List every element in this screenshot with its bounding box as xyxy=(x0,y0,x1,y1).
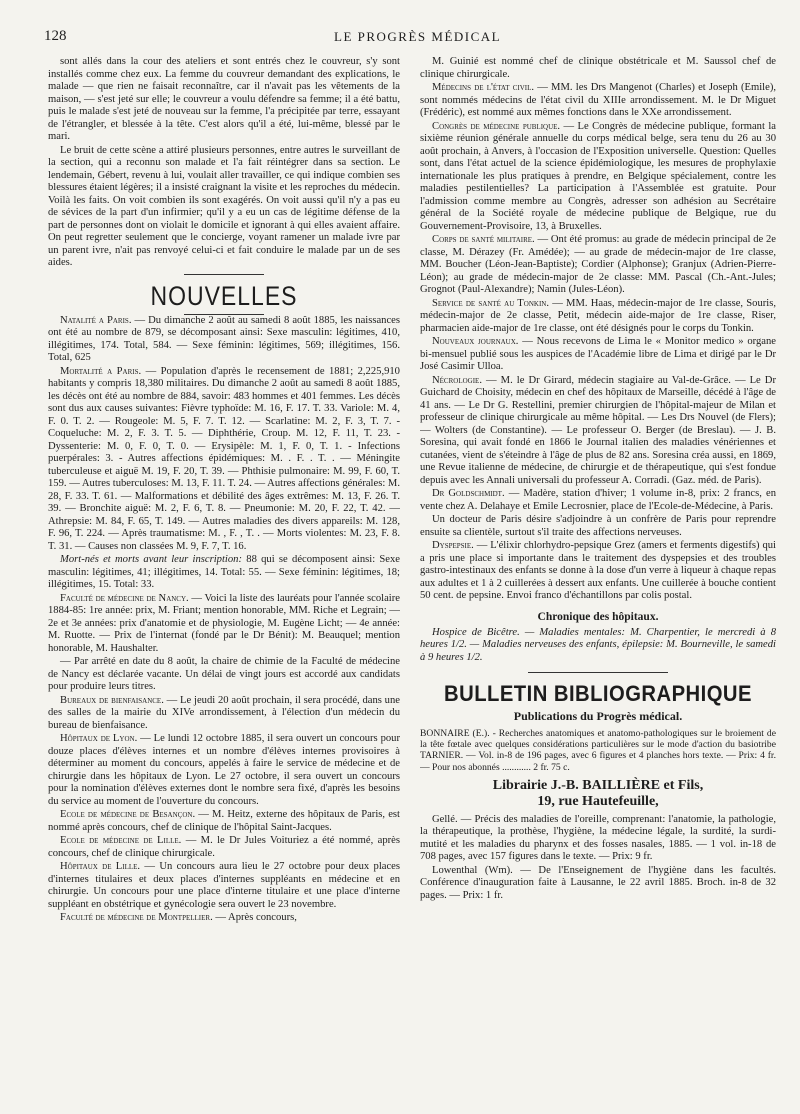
left-column xyxy=(48,56,400,926)
paragraph-text: M. Guinié est nommé chef de clinique obstétricale et M. Saussol chef de clinique chirurgicale. xyxy=(420,56,776,80)
news-paragraph xyxy=(420,121,776,234)
publisher-heading xyxy=(420,778,776,810)
news-paragraph xyxy=(420,298,776,336)
paragraph-text: 88 qui se décomposent ainsi: Sexe masculin: légitimes, 41; illégitimes, 14. Total: 55. — Sexe féminin: légitimes, 18; illégitimes, 15. Total: 33. xyxy=(48,554,400,590)
publisher-entry: Gellé. — Précis des maladies de l'oreille, comprenant: l'anatomie, la pathologie, la thérapeutique, la prothèse, l'hygiène, la médecine légale, la surdité, la surdi-mutité et les maladies du pharynx et des fosses nasales, 1885. — 1 vol. in-18 de 708 pages, avec 157 figures dans le texte. — Prix: 9 fr. xyxy=(420,813,776,863)
paragraph-text: — MM. Haas, médecin-major de 1re classe, Souris, médecin-major de 2e classe, Petit, médecin aide-major de 1re classe, Riser, pharmacien aide-major de 1re classe, ont été désignés pour le corps du Tonkin. xyxy=(420,297,776,334)
paragraph-head: Médecins de l'état civil. xyxy=(432,82,535,93)
news-paragraph xyxy=(420,540,776,603)
paragraph-head: Nouveaux journaux. xyxy=(432,336,519,347)
bulletin-title: BULLETIN BIBLIOGRAPHIQUE xyxy=(444,681,752,706)
paragraph-text: — Voici la liste des lauréats pour l'année scolaire 1884-85: 1re année: prix, M. Friant; mention honorable, MM. Riche et Legrain; — 2e et 3e années: prix d'anatomie et de physiologie, M. Eugène Licht; — 4e année: M. Ruotte. — Prix de l'internat (fondé par le Dr Bénit): M. Beauquel; mention honorable, M. Haushalter. xyxy=(48,592,400,654)
news-paragraph xyxy=(48,861,400,911)
paragraph-text: — M. le Dr Jules Voituriez a été nommé, après concours, chef de clinique chirurgicale. xyxy=(48,835,400,859)
news-paragraph xyxy=(420,336,776,374)
paragraph-head: Bureaux de bienfaisance. xyxy=(60,694,164,706)
section-rule xyxy=(184,274,264,275)
paragraph-head: Mort-nés et morts avant leur inscription: xyxy=(60,554,242,565)
running-title: LE PROGRÈS MÉDICAL xyxy=(334,29,502,44)
news-paragraph xyxy=(420,375,776,488)
news-paragraph xyxy=(48,733,400,808)
news-paragraph xyxy=(48,695,400,733)
paragraph-head: Corps de santé militaire. xyxy=(432,234,535,245)
paragraph-text: — Le Congrès de médecine publique, formant la sixième réunion générale annuelle du corps médical belge, sera tenu du 26 au 30 août prochain, à Anvers, à l'occasion de l'Exposition universelle. Question: Quelles sont, dans l'état actuel de la science épidémiologique, les mesures de prophylaxie internationale les plus pratiques à prendre, en Belgique spécialement, contre les maladies pestilentielles? La participation à l'Assemblée est gratuite. Pour l'admission comme membre au Congrès, adresser son adhésion au Secrétaire général de la Société royale de médecine publique de Belgique, rue du Gouvernement-Provisoire, 13, à Bruxelles. xyxy=(420,120,776,232)
mortalite-paragraph xyxy=(48,366,400,554)
paragraph-text: — Le jeudi 20 août prochain, il sera procédé, dans une des salles de la mairie du XIVe arrondissement, à l'élection d'un médecin du bureau de bienfaisance. xyxy=(48,694,400,731)
news-paragraph xyxy=(420,234,776,297)
paragraph-text: — MM. les Drs Mangenot (Charles) et Joseph (Emile), sont nommés médecins de l'état civil du XIIIe arrondissement. M. le Dr Miguet (Frédéric), est nommé aux mêmes fonctions dans le XXe arrondissement. xyxy=(420,82,776,118)
paragraph-text: — Madère, station d'hiver; 1 volume in-8, prix: 2 francs, en vente chez A. Delahaye et Emile Lecrosnier, place de l'Ecole-de-Médecine, à Paris. xyxy=(420,488,776,512)
paragraph-text: — Un concours aura lieu le 27 octobre pour deux places d'internes titulaires et deux places d'internes suppléants en médecine et en chirurgie. Un concours pour une place d'interne titulaire et une place d'interne suppléant en obstétrique et gynécologie sera ouvert le 23 novembre. xyxy=(48,861,400,910)
intro-paragraph: sont allés dans la cour des ateliers et sont entrés chez le couvreur, s'y sont installés comme chez eux. La femme du couvreur demandant des explications, le malade — que rien ne faisait reconnaître, car il n'avait pas les vêtements de la maison, — s'est jeté sur elle; le couvreur a voulu défendre sa femme; il a été battu, puis le malade s'est jeté de nouveau sur la femme, l'a précipitée par terre, essayant de l'étrangler, et blessée à la tête. C'est alors qu'il a été, lui-même, blessé par le mari. xyxy=(48,56,400,142)
paragraph-head: Congrès de médecine publique. xyxy=(432,120,561,132)
intro-paragraph: Le bruit de cette scène a attiré plusieurs personnes, entre autres le surveillant de la section, qui a reconnu son malade et l'a fait réintégrer dans sa section. Le lendemain, Gébert, revenu à lui, voulait aller travailler, ce qui indique combien ses blessures étaient légères; il a insisté craignant la visite et les reproches du médecin. Voilà les faits. On voit combien ils sont exagérés. On voit aussi qu'il n'y a pas eu de sévices de la part d'un infirmier; qu'il y a eu un cas de légitime défense de la part de personnes dont on violait le domicile et ignorant à qui elles avaient affaire. On peut regretter seulement que le concierge, voyant ramener un malade ivre par un parent ivre, n'ait pas renvoyé celui-ci et fait conduire le malade par un de ses aides. xyxy=(48,144,400,268)
paragraph-head: Ecole de médecine de Lille. xyxy=(60,835,182,846)
news-paragraph xyxy=(420,514,776,539)
news-paragraph xyxy=(420,82,776,120)
news-paragraph xyxy=(420,488,776,513)
paragraph-head: Faculté de médecine de Montpellier. xyxy=(60,912,213,923)
paragraph-text: — Du dimanche 2 août au samedi 8 août 1885, les naissances ont été au nombre de 879, se décomposant ainsi: Sexe masculin: légitimes, 410, illégitimes, 174. Total, 584. — Sexe féminin: légitimes, 569; illégitimes, 156. Total, 625 xyxy=(48,314,400,363)
publisher-name: Librairie J.-B. BAILLIÈRE et Fils, xyxy=(492,777,704,793)
mort-nes-paragraph xyxy=(48,554,400,592)
paragraph-head: Dyspepsie. xyxy=(432,540,474,551)
paragraph-text: — L'élixir chlorhydro-pepsique Grez (amers et ferments digestifs) qui a pris une place si importante dans le traitement des dyspepsies et des troubles gastro-intestinaux des enfants se donne à la dose d'un verre à liqueur à chaque repas aux adultes et 1 à 2 cuillerées à dessert aux enfants. Une cuillerée à bouche contient 50 cent. de pepsine. Envoi franco d'échantillons par colis postal. xyxy=(420,540,776,601)
paragraph-head: Faculté de médecine de Nancy. xyxy=(60,592,189,604)
news-paragraph xyxy=(420,56,776,81)
paragraph-text: — Le lundi 12 octobre 1885, il sera ouvert un concours pour douze places d'élèves internes et un nombre d'élèves internes provisoires à déterminer au moment du concours, appelés à faire le service de médecine et de chirurgie dans les hôpitaux de Lyon. Le 27 octobre, il sera ouvert un concours pour la nomination d'élèves externes dont le nombre sera fixé, d'après les besoins du service au moment de l'ouverture du concours. xyxy=(48,733,400,807)
right-column xyxy=(420,56,776,903)
paragraph-text: — M. Heitz, externe des hôpitaux de Paris, est nommé après concours, chef de clinique de l'hôpital Saint-Jacques. xyxy=(48,809,400,833)
paragraph-text: — Par arrêté en date du 8 août, la chaire de chimie de la Faculté de médecine de Nancy est déclarée vacante. Un délai de vingt jours est accordé aux candidats pour produire leurs titres. xyxy=(48,656,400,692)
paragraph-head: Service de santé au Tonkin. xyxy=(432,297,549,309)
publisher-entry: Lowenthal (Wm). — De l'Enseignement de l'hygiène dans les facultés. Conférence d'inauguration faite à Lausanne, le 22 avril 1885. Broch. in-8 de 32 pages. — Prix: 1 fr. xyxy=(420,864,776,901)
natalite-paragraph xyxy=(48,315,400,365)
news-paragraph xyxy=(48,835,400,860)
paragraph-text: — Nous recevons de Lima le « Monitor medico » organe bi-mensuel publié sous les auspices de l'Académie libre de Lima et dirigé par le Dr José Casimir Ulloa. xyxy=(420,336,776,372)
news-paragraph xyxy=(48,912,400,925)
news-paragraph xyxy=(48,593,400,656)
bonnaire-entry: BONNAIRE (E.). - Recherches anatomiques et anatomo-pathologiques sur le broiement de la tête fœtale avec quelques considérations particulières sur le mode d'action du basiotribe TARNIER. — Vol. in-8 de 196 pages, avec 6 figures et 4 planches hors texte. — Prix: 4 fr. — Pour nos abonnés ............ 2 fr. 75 c. xyxy=(420,728,776,773)
chronique-title: Chronique des hôpitaux. xyxy=(537,610,659,623)
paragraph-head: Dr Goldschmidt. xyxy=(432,488,505,499)
paragraph-text: — Après concours, xyxy=(212,912,297,923)
publisher-address: 19, rue Hautefeuille, xyxy=(537,793,659,809)
bulletin-subtitle: Publications du Progrès médical. xyxy=(513,709,683,723)
page-number: 128 xyxy=(44,28,67,44)
news-paragraph xyxy=(48,809,400,834)
paragraph-text: — M. le Dr Girard, médecin stagiaire au Val-de-Grâce. — Le Dr Guichard de Choisity, médecin en chef des hôpitaux de Marseille, décédé à l'âge de 41 ans. — Le Dr G. Restellini, premier chirurgien de l'hôpital-majeur de Milan et professeur de clinique chirurgicale au même hôpital. — Les Drs Nouvel (de Flers); — Wolters (de Constantine). — Le professeur O. Berger (de Breslau). — J. B. Soresina, qui avait fondé en 1866 le Journal italien des maladies vénériennes et cutanées, vient de s'éteindre à l'âge de plus de 82 ans. Soresina créa aussi, en 1869, une Revue italienne de médecine, de chirurgie et de thérapeutique, qui s'est fondue depuis avec les Annali universali du professeur A. Corradi. (Gaz. méd. de Paris). xyxy=(420,374,776,486)
paragraph-head: Natalité a Paris. xyxy=(60,314,132,326)
section-title: NOUVELLES xyxy=(150,280,298,311)
paragraph-head: Hôpitaux de Lyon. xyxy=(60,733,138,744)
paragraph-head: Nécrologie. xyxy=(432,374,482,386)
page-header xyxy=(44,28,756,48)
paragraph-head: Hôpitaux de Lille. xyxy=(60,861,141,872)
news-paragraph xyxy=(48,656,400,694)
chronique-text: Hospice de Bicêtre. — Maladies mentales: M. Charpentier, le mercredi à 8 heures 1/2. — Maladies nerveuses des enfants, épilepsie: M. Bourneville, le samedi à 9 heures 1/2. xyxy=(420,626,776,663)
paragraph-text: — Population d'après le recensement de 1881; 2,225,910 habitants y compris 18,380 militaires. Du dimanche 2 août au samedi 8 août 1885, les décès ont été au nombre de 884, savoir: 483 hommes et 401 femmes. Les décès sont dus aux causes suivantes: Fièvre typhoïde: M. 16, F. 17. T. 33. Variole: M. 4, F. 0. T. 2. — Rougeole: M. 5, F. 7. T. 12. — Scarlatine: M. 2, F. 3, T. 7. - Coqueluche: M. 2, F. 3. T. 5. — Diphthérie, Croup. M. 12, F. 11, T. 23. - Dyssenterie: M. 0, F. 0, T. 0. — Erysipèle: M. 1, F. 0, T. 1. - Infections puerpérales: 3. - Autres affections épidémiques: M. . F. . T. . — Méningite tuberculeuse et aiguë M. 19, F. 20, T. 39. — Phthisie pulmonaire: M. 99, F. 60, T. 159. — Autres tuberculoses: M. 13, F. 11. T. 24. — Autres affections générales: M. 28, F. 33. T. 61. — Malformations et débilité des âges extrêmes: M. 13, F. 26. T. 39. — Bronchite aiguë: M. 2, F. 6, T. 8. — Pneumonie: M. 20, F. 22, T. 42. — Athrepsie: M. 84, F. 65, T. 149. — Autres maladies des divers appareils: M. 128, F. 96, T. 224. — Après traumatisme: M. , F. , T. . — Morts violentes: M. 23, F. 8. T. 31. — Causes non classées M. 9, F. 7, T. 16. xyxy=(48,365,400,552)
paragraph-text: — Ont été promus: au grade de médecin principal de 2e classe, M. Dérazey (Fr. Amédée); — au grade de médecin-major de 1re classe, MM. Boucher (Léon-Jean-Baptiste); Cordier (Alphonse); Granjux (Adrien-Pierre-Léon); au grade de médecin-major de 2e classe: MM. Pascal (Ch.-Ant.-Jules; Grognot (Paul-Alexandre); Namin (Jules-Léon). xyxy=(420,234,776,295)
bulletin-rule xyxy=(528,672,668,673)
paragraph-head: Mortalité a Paris. xyxy=(60,365,142,377)
paragraph-text: Un docteur de Paris désire s'adjoindre à un confrère de Paris pour reprendre ensuite sa clientèle, surtout s'il traite des affections nerveuses. xyxy=(420,514,776,538)
paragraph-head: Ecole de médecine de Besançon. xyxy=(60,809,196,820)
